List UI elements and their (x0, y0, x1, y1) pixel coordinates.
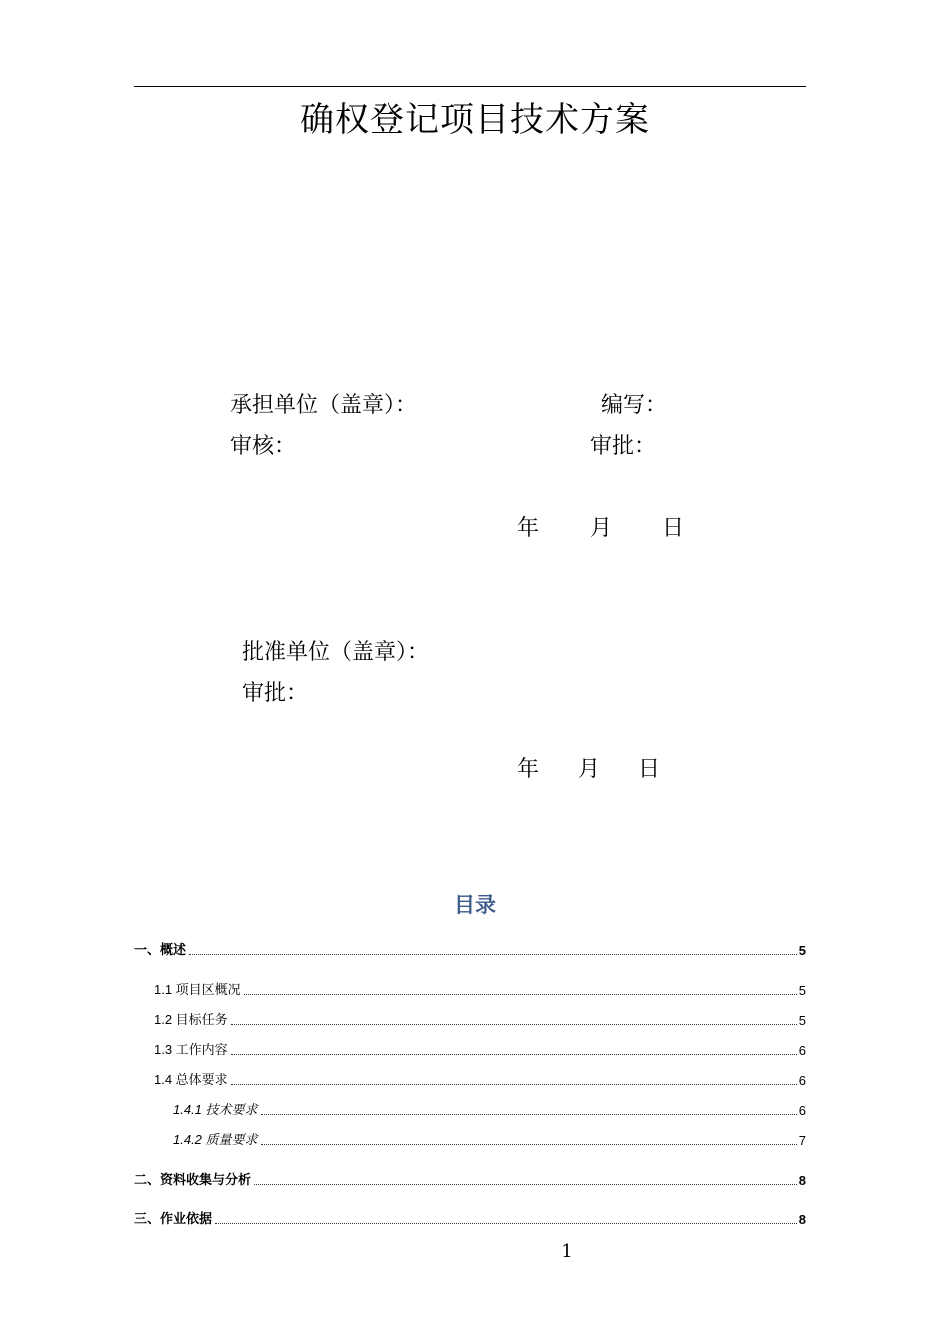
toc-leader (261, 1144, 797, 1145)
toc-entry-page: 5 (798, 943, 806, 958)
toc-entry-label: 三、作业依据 (134, 1211, 213, 1226)
toc-entry-data-collection[interactable] (134, 1170, 806, 1188)
toc-entry-label: 1.4 总体要求 (154, 1072, 228, 1087)
toc-entry-page: 8 (798, 1212, 806, 1227)
toc-entry-label: 1.1 项目区概况 (154, 982, 241, 997)
approver-label-2: 审批： (242, 681, 309, 706)
toc-leader (244, 994, 797, 995)
date-day: 日 (662, 516, 685, 541)
toc-leader (215, 1223, 797, 1224)
toc-entry-technical-requirements[interactable] (134, 1100, 806, 1118)
toc-entry-label: 1.2 目标任务 (154, 1012, 228, 1027)
toc-entry-general-requirements[interactable] (134, 1070, 806, 1088)
toc-entry-label: 1.3 工作内容 (154, 1042, 228, 1057)
page-number: 1 (561, 1241, 573, 1262)
toc-leader (231, 1024, 797, 1025)
toc-entry-page: 5 (798, 983, 806, 998)
toc-entry-page: 6 (798, 1103, 806, 1118)
reviewer-label: 审核： (230, 434, 297, 459)
date-day-2: 日 (638, 757, 661, 782)
undertaker-label: 承担单位（盖章）： (230, 393, 418, 418)
toc-entry-page: 5 (798, 1013, 806, 1028)
toc-title: 目录 (454, 893, 496, 917)
toc-leader (189, 954, 797, 955)
date-year-2: 年 (517, 757, 540, 782)
toc-entry-page: 6 (798, 1073, 806, 1088)
toc-entry-goals[interactable] (134, 1010, 806, 1028)
approving-unit-label: 批准单位（盖章）： (242, 640, 430, 665)
toc-entry-label: 二、资料收集与分析 (134, 1172, 252, 1187)
document-title: 确权登记项目技术方案 (300, 100, 650, 140)
toc-entry-work-content[interactable] (134, 1040, 806, 1058)
toc-entry-quality-requirements[interactable] (134, 1130, 806, 1148)
toc-entry-label: 1.4.2 质量要求 (173, 1132, 258, 1147)
toc-entry-page: 7 (798, 1133, 806, 1148)
date-month: 月 (590, 516, 613, 541)
header-rule (134, 86, 806, 87)
date-month-2: 月 (578, 757, 601, 782)
toc-entry-label: 1.4.1 技术要求 (173, 1102, 258, 1117)
approver-label: 审批： (590, 434, 657, 459)
toc-entry-label: 一、概述 (134, 942, 187, 957)
toc-leader (231, 1054, 797, 1055)
toc-leader (254, 1184, 797, 1185)
toc-leader (231, 1084, 797, 1085)
toc-leader (261, 1114, 797, 1115)
toc-entry-project-area[interactable] (134, 980, 806, 998)
toc-entry-page: 6 (798, 1043, 806, 1058)
date-year: 年 (517, 516, 540, 541)
toc-entry-page: 8 (798, 1173, 806, 1188)
toc-entry-overview[interactable] (134, 940, 806, 958)
author-label: 编写： (601, 393, 668, 418)
toc-entry-work-basis[interactable] (134, 1209, 806, 1227)
